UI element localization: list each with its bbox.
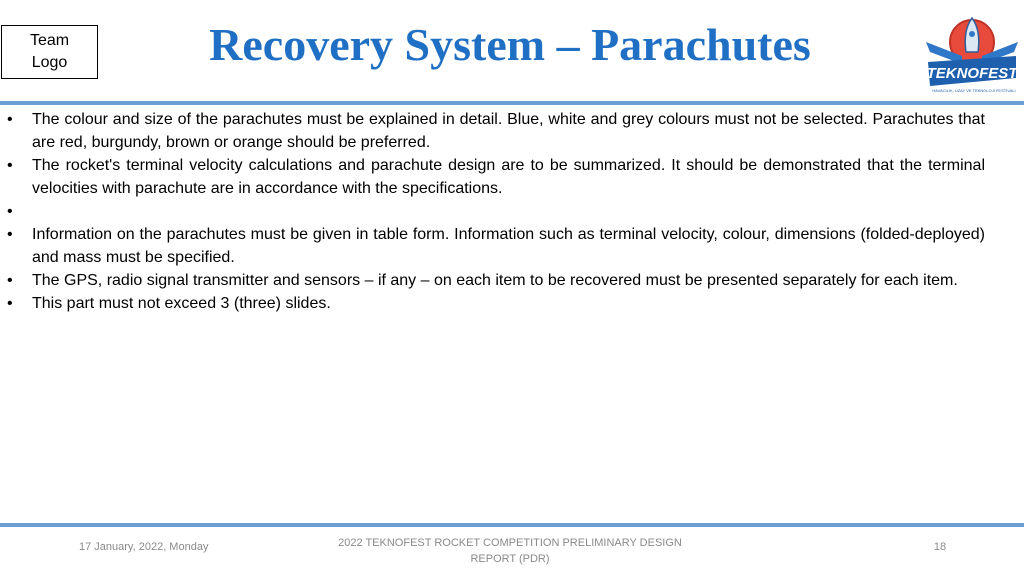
bullet-icon: • [7, 226, 13, 243]
bullet-icon: • [7, 111, 13, 128]
list-item-text: The colour and size of the parachutes must be explained in detail. Blue, white and grey colours must not be selected. Parachutes that are red, burgundy, brown or orange should be preferred. [32, 111, 985, 151]
list-item [0, 200, 985, 223]
list-item [0, 108, 985, 154]
list-item-text: This part must not exceed 3 (three) slides. [32, 295, 331, 312]
list-item-text: The rocket's terminal velocity calculations and parachute design are to be summarized. It should be demonstrated that the terminal velocities with parachute are in accordance with the specifications. [32, 157, 985, 197]
team-logo-line2: Logo [31, 54, 68, 71]
bullet-icon: • [7, 157, 13, 174]
bullet-icon: • [7, 295, 13, 312]
footer-report-line2: REPORT (PDR) [470, 553, 550, 565]
page-title: Recovery System – Parachutes [209, 19, 811, 70]
footer-divider [0, 523, 1024, 527]
bullet-icon: • [7, 203, 13, 220]
page-number: 18 [933, 541, 947, 553]
list-item-text: The GPS, radio signal transmitter and sensors – if any – on each item to be recovered must be presented separately for each item. [32, 272, 958, 289]
list-item [0, 223, 985, 269]
footer-report-title [330, 535, 690, 567]
footer-date: 17 January, 2022, Monday [79, 541, 209, 553]
header-divider [0, 101, 1024, 105]
logo-subtext: HAVACILIK, UZAY VE TEKNOLOJİ FESTİVALİ [932, 88, 1016, 93]
footer-report-line1: 2022 TEKNOFEST ROCKET COMPETITION PRELIMINARY DESIGN [338, 537, 682, 549]
list-item [0, 154, 985, 200]
teknofest-logo-icon [922, 12, 1022, 94]
list-item [0, 292, 985, 315]
bullet-icon: • [7, 272, 13, 289]
list-item-text: Information on the parachutes must be given in table form. Information such as terminal velocity, colour, dimensions (folded-deployed) and mass must be specified. [32, 226, 985, 266]
logo-wordmark: TEKNOFEST [926, 65, 1018, 82]
list-item [0, 269, 985, 292]
requirements-list [0, 108, 985, 315]
team-logo-placeholder [1, 25, 98, 79]
team-logo-line1: Team [29, 32, 70, 49]
